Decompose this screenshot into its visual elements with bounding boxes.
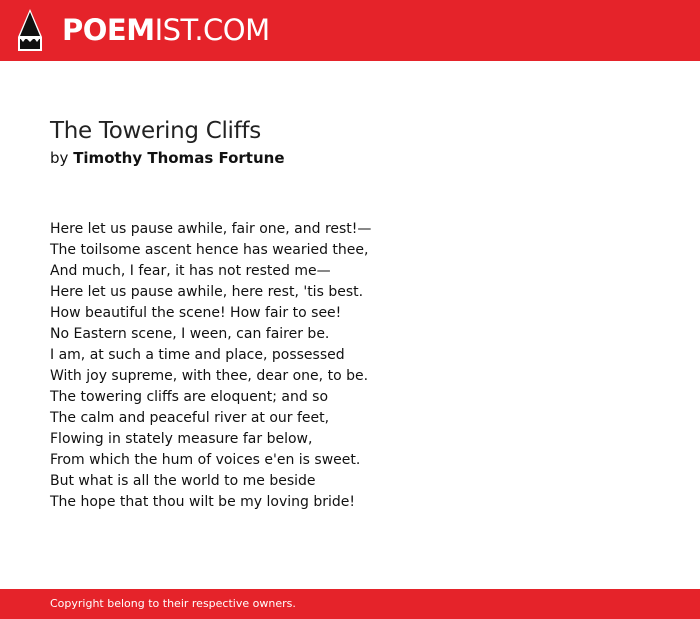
pencil-tip-icon[interactable] xyxy=(17,9,43,51)
poem-line: The toilsome ascent hence has wearied thee, xyxy=(50,242,369,258)
poem-line: The calm and peaceful river at our feet, xyxy=(50,410,330,426)
byline xyxy=(50,148,650,168)
poem-line: And much, I fear, it has not rested me— xyxy=(50,263,331,279)
site-header xyxy=(0,0,700,61)
poem-body xyxy=(50,219,650,513)
poem-line: The hope that thou wilt be my loving bride! xyxy=(50,494,355,510)
poem-line: I am, at such a time and place, possessed xyxy=(50,347,345,363)
logo-light-text: IST.COM xyxy=(154,13,270,47)
poem-line: No Eastern scene, I ween, can fairer be. xyxy=(50,326,330,342)
poem-line: Flowing in stately measure far below, xyxy=(50,431,313,447)
poem-line: From which the hum of voices e'en is sweet. xyxy=(50,452,361,468)
logo-bold-text: POEM xyxy=(62,13,155,47)
poem-line: Here let us pause awhile, fair one, and rest!— xyxy=(50,221,372,237)
author-name: Timothy Thomas Fortune xyxy=(73,149,285,167)
site-logo[interactable] xyxy=(62,13,270,47)
poem-title: The Towering Cliffs xyxy=(50,118,261,144)
poem-line: Here let us pause awhile, here rest, 'tis best. xyxy=(50,284,364,300)
site-footer xyxy=(0,589,700,619)
copyright-text: Copyright belong to their respective owners. xyxy=(50,597,296,610)
poem-line: How beautiful the scene! How fair to see! xyxy=(50,305,342,321)
poem-line: But what is all the world to me beside xyxy=(50,473,316,489)
poem-header xyxy=(50,116,650,168)
by-label: by xyxy=(50,149,69,167)
poem-line: The towering cliffs are eloquent; and so xyxy=(50,389,329,405)
poem-line: With joy supreme, with thee, dear one, to be. xyxy=(50,368,369,384)
